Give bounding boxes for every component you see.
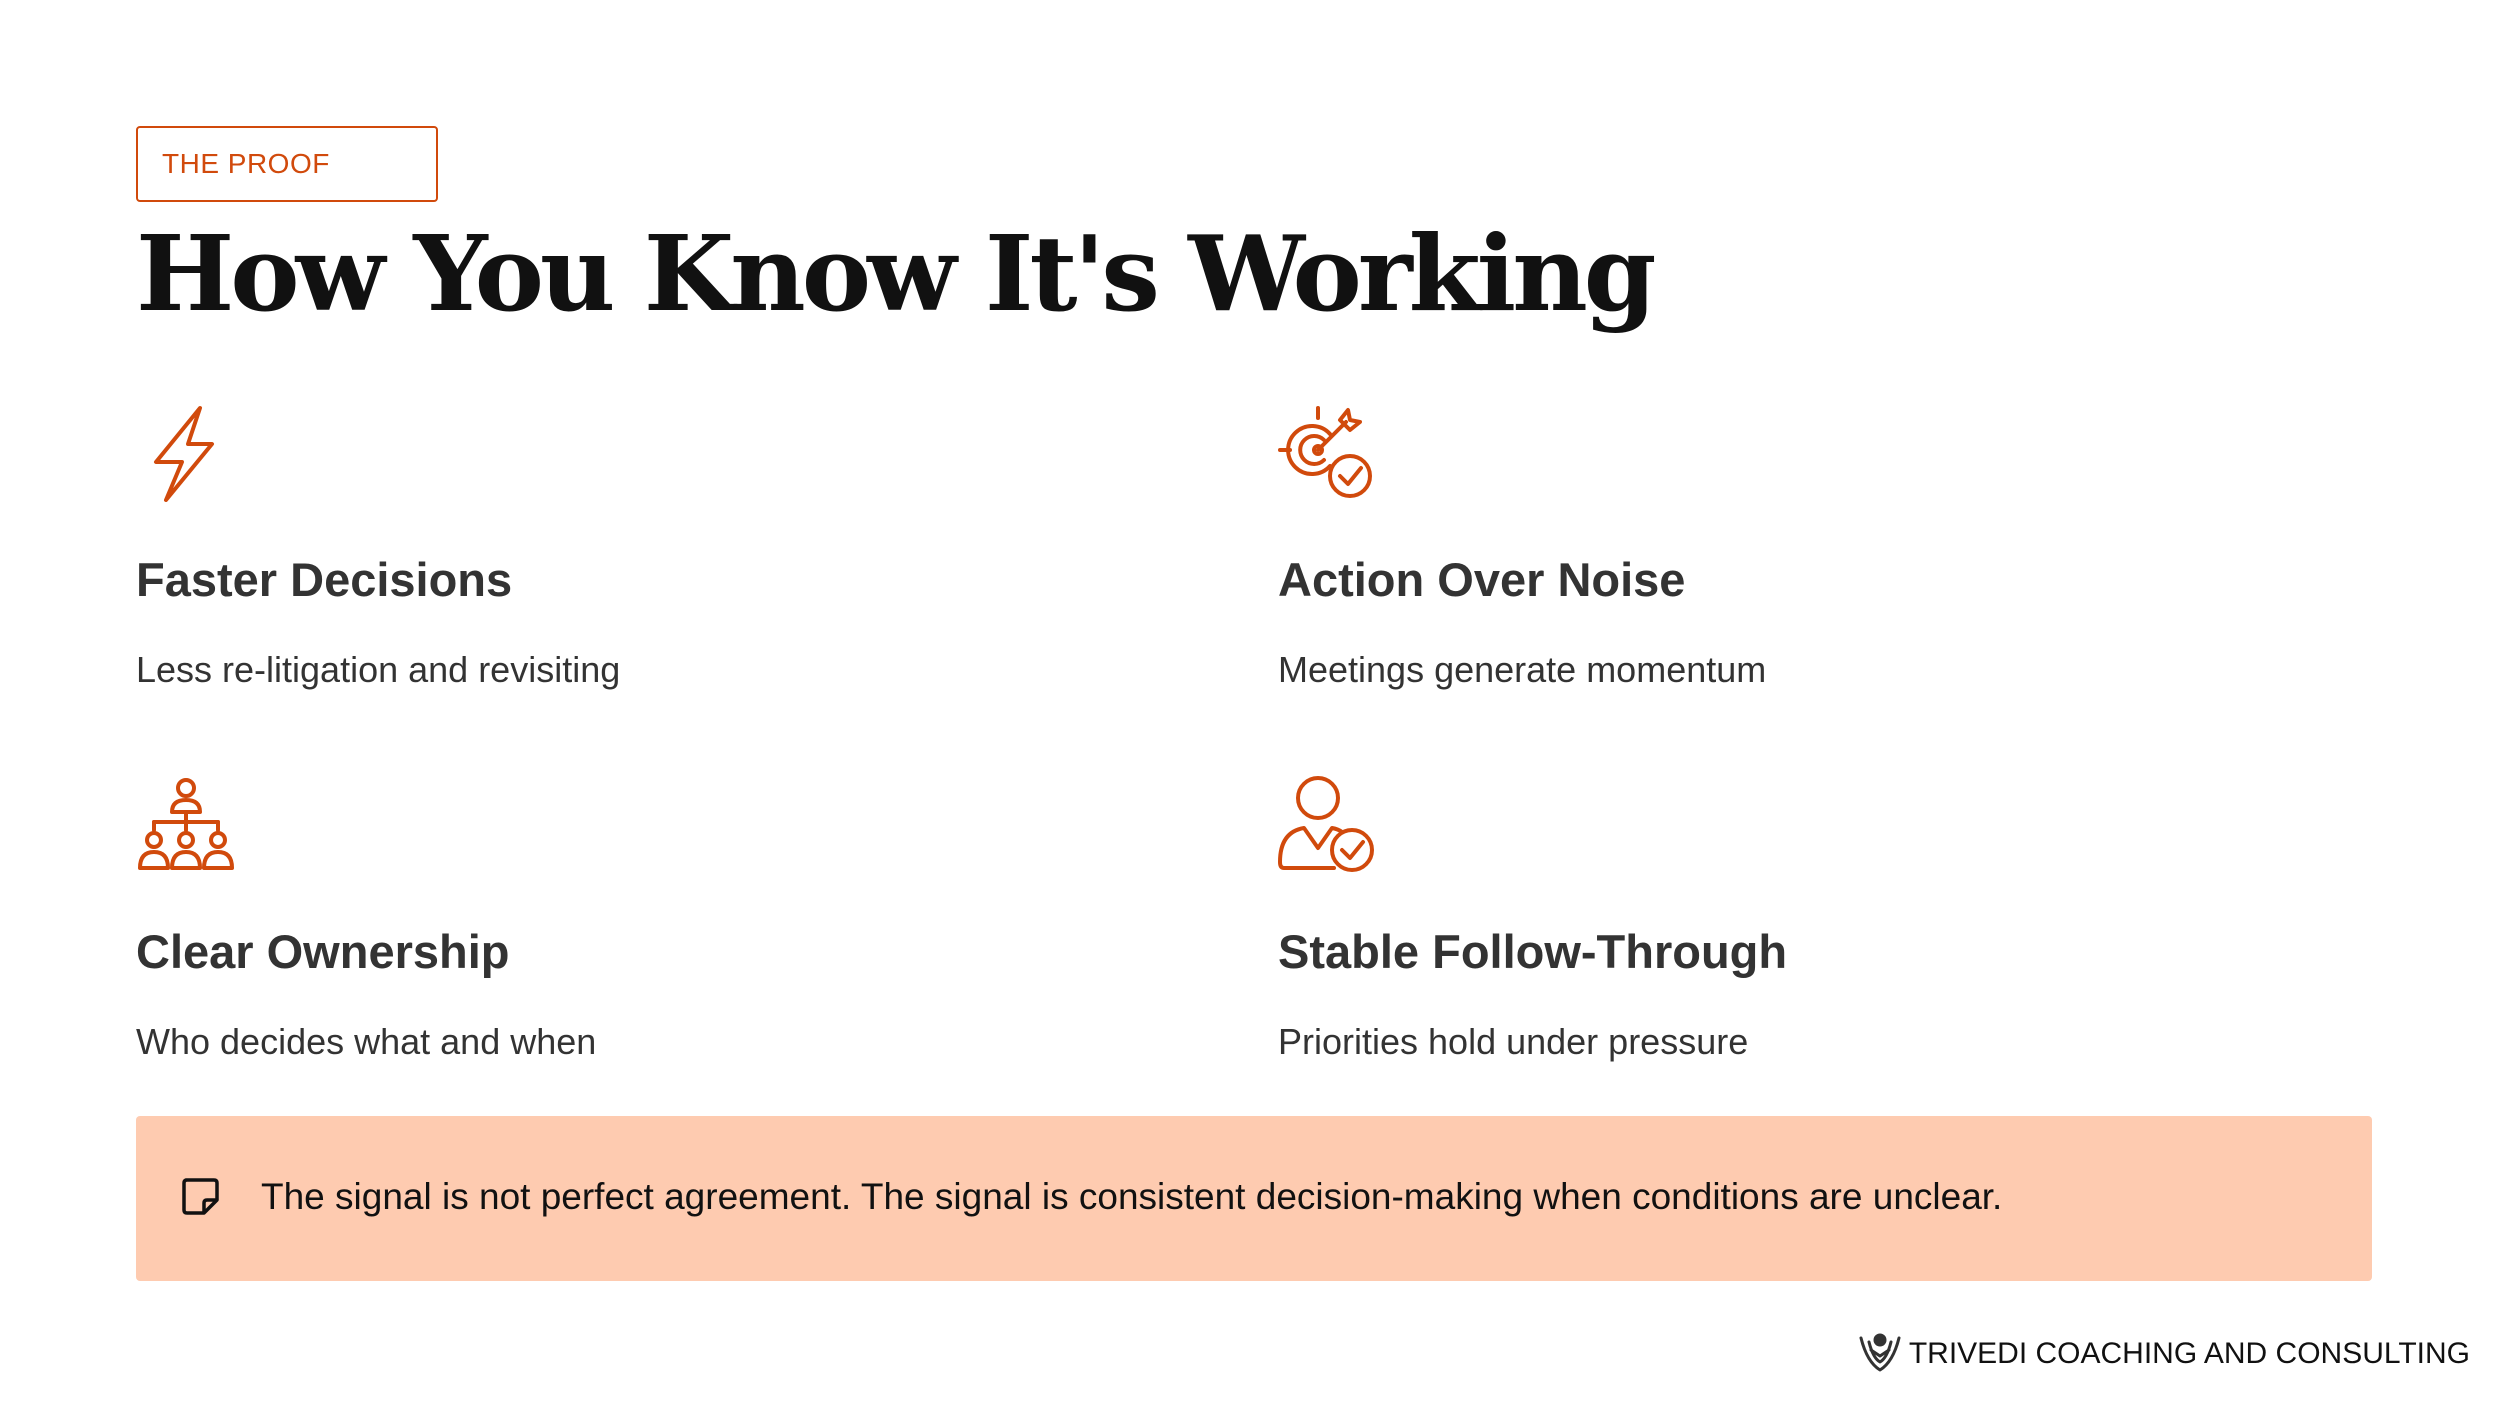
- card-title: Action Over Noise: [1278, 553, 1686, 606]
- section-tag: [136, 126, 438, 202]
- card-description: Who decides what and when: [136, 1021, 597, 1062]
- target-check-icon: [1278, 404, 1378, 504]
- section-tag-label: THE PROOF: [162, 148, 330, 179]
- card-description: Meetings generate momentum: [1278, 649, 1767, 690]
- person-check-icon: [1278, 776, 1378, 876]
- note-icon: [180, 1176, 220, 1216]
- card-title: Faster Decisions: [136, 553, 513, 606]
- card-title: Stable Follow-Through: [1278, 925, 1788, 978]
- trivedi-logo-icon: [1857, 1328, 1903, 1379]
- footer-brand: [1857, 1328, 2470, 1379]
- callout-text: The signal is not perfect agreement. The signal is consistent decision-making when conditions are unclear.: [261, 1176, 2003, 1217]
- card-description: Less re-litigation and revisiting: [136, 649, 621, 690]
- card-title: Clear Ownership: [136, 925, 510, 978]
- callout-box: [136, 1116, 2372, 1281]
- brand-name: TRIVEDI COACHING AND CONSULTING: [1908, 1336, 2470, 1370]
- org-chart-icon: [136, 776, 236, 876]
- page-title: How You Know It's Working: [136, 212, 1653, 335]
- lightning-bolt-icon: [136, 404, 236, 504]
- card-description: Priorities hold under pressure: [1278, 1021, 1749, 1062]
